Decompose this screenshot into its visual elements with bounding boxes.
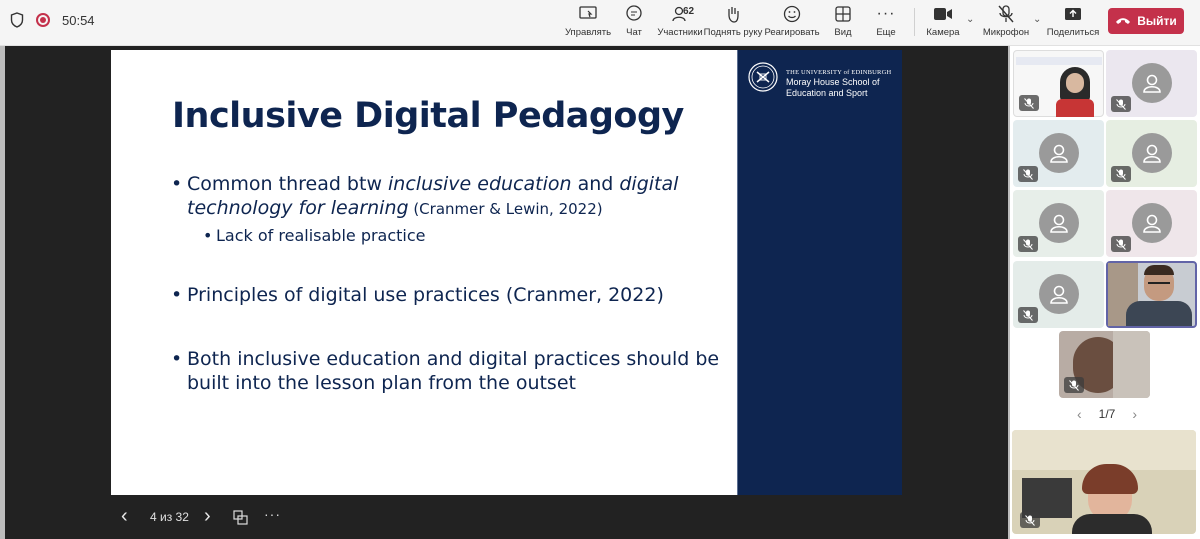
person-icon xyxy=(1048,283,1070,305)
muted-mic-icon xyxy=(1064,377,1084,393)
participants-button[interactable] xyxy=(658,4,702,42)
toolbar-left xyxy=(10,12,95,28)
more-label: Еще xyxy=(876,27,896,38)
camera-options-chevron-icon[interactable]: ⌄ xyxy=(966,14,975,25)
gallery-prev-chevron-left-icon[interactable]: ‹ xyxy=(1077,406,1082,422)
slide-sub-bullet-1 xyxy=(203,226,426,245)
school-name-line2: Education and Sport xyxy=(786,88,868,98)
avatar xyxy=(1039,203,1079,243)
avatar xyxy=(1132,133,1172,173)
control-label: Управлять xyxy=(564,27,612,38)
active-speaker-tile[interactable] xyxy=(1106,261,1197,328)
meeting-toolbar xyxy=(0,0,1200,46)
hand-icon xyxy=(725,5,741,23)
leave-button[interactable] xyxy=(1108,8,1184,34)
mic-label: Микрофон xyxy=(982,27,1030,38)
previous-slide-chevron-left-icon[interactable]: ‹ xyxy=(121,505,128,527)
bullet-1-italic-2: digital technology for learning xyxy=(187,173,679,219)
avatar xyxy=(1132,203,1172,243)
slide-more-options-icon[interactable]: ··· xyxy=(264,506,281,522)
raise-hand-button[interactable] xyxy=(705,4,761,42)
participant-video-clothing xyxy=(1072,514,1152,534)
university-crest-icon xyxy=(748,62,778,92)
person-icon xyxy=(1141,72,1163,94)
person-icon xyxy=(1048,142,1070,164)
muted-mic-icon xyxy=(1111,166,1131,182)
participant-tile[interactable] xyxy=(1106,50,1197,117)
present-icon xyxy=(579,6,597,22)
school-name-line1: Moray House School of xyxy=(786,77,880,87)
gallery-next-chevron-right-icon[interactable]: › xyxy=(1132,406,1137,422)
meeting-timer: 50:54 xyxy=(62,12,95,28)
bullet-dot-icon: • xyxy=(171,173,183,195)
participant-tile[interactable] xyxy=(1013,190,1104,257)
participants-label: Участники xyxy=(657,27,703,38)
bullet-1-citation: (Cranmer & Lewin, 2022) xyxy=(408,200,603,218)
participant-video-clothing xyxy=(1056,99,1094,117)
university-name: THE UNIVERSITY of EDINBURGH xyxy=(786,69,892,76)
person-icon xyxy=(1048,212,1070,234)
avatar xyxy=(1039,274,1079,314)
view-button[interactable] xyxy=(830,4,856,42)
bullet-dot-icon: • xyxy=(171,348,183,370)
mic-off-icon xyxy=(998,5,1014,23)
avatar xyxy=(1132,63,1172,103)
muted-mic-icon xyxy=(1111,96,1131,112)
slide-grid-view-icon[interactable] xyxy=(233,510,248,525)
gallery-pager xyxy=(1077,406,1137,422)
muted-mic-icon xyxy=(1020,512,1040,528)
next-slide-chevron-right-icon[interactable]: › xyxy=(204,505,211,527)
mic-options-chevron-icon[interactable]: ⌄ xyxy=(1033,14,1042,25)
smile-icon xyxy=(783,5,801,23)
muted-mic-icon xyxy=(1019,95,1039,111)
person-icon xyxy=(1141,212,1163,234)
recording-icon xyxy=(36,13,50,27)
camera-button[interactable] xyxy=(926,4,960,42)
more-dots-icon: ··· xyxy=(876,5,896,22)
bullet-1-italic-1: inclusive education xyxy=(388,173,572,195)
share-button[interactable] xyxy=(1048,4,1098,42)
participant-tile[interactable] xyxy=(1013,120,1104,187)
slide-bullet-2 xyxy=(171,283,727,307)
bullet-3-text: Both inclusive education and digital practices should be built into the lesson plan from the outset xyxy=(187,348,720,394)
participant-tile[interactable] xyxy=(1106,120,1197,187)
participant-video-hair xyxy=(1144,265,1174,275)
slide-title: Inclusive Digital Pedagogy xyxy=(172,96,684,136)
sub-bullet-1-text: Lack of realisable practice xyxy=(216,226,426,245)
room-video-tile[interactable] xyxy=(1012,430,1196,534)
person-icon xyxy=(1141,142,1163,164)
phone-hangup-icon xyxy=(1115,17,1131,25)
bullet-2-text: Principles of digital use practices (Cranmer, 2022) xyxy=(187,284,664,306)
gallery-page-indicator: 1/7 xyxy=(1098,407,1116,421)
avatar xyxy=(1039,133,1079,173)
view-label: Вид xyxy=(834,27,852,38)
video-background xyxy=(1113,331,1150,398)
react-label: Реагировать xyxy=(764,27,820,38)
muted-mic-icon xyxy=(1018,307,1038,323)
sub-bullet-dot-icon: • xyxy=(203,226,213,245)
participant-tile[interactable] xyxy=(1059,331,1150,398)
participant-tile[interactable] xyxy=(1106,190,1197,257)
university-wordmark xyxy=(786,69,900,98)
participant-video-glasses xyxy=(1148,279,1170,284)
muted-mic-icon xyxy=(1018,166,1038,182)
bullet-1-text-mid: and xyxy=(571,173,620,195)
muted-mic-icon xyxy=(1111,236,1131,252)
participant-video-face xyxy=(1066,73,1084,93)
participant-video-clothing xyxy=(1126,301,1192,326)
share-icon xyxy=(1064,6,1082,22)
participant-tile[interactable] xyxy=(1013,261,1104,328)
participants-count: 62 xyxy=(683,6,695,17)
mic-button[interactable] xyxy=(983,4,1029,42)
bullet-1-text-pre: Common thread btw xyxy=(187,173,389,195)
bullet-dot-icon: • xyxy=(171,284,183,306)
shield-icon xyxy=(10,12,24,28)
react-button[interactable] xyxy=(766,4,818,42)
share-label: Поделиться xyxy=(1046,27,1100,38)
more-button[interactable] xyxy=(874,4,898,42)
camera-label: Камера xyxy=(926,27,960,38)
slide-page-indicator: 4 из 32 xyxy=(150,510,189,524)
shared-slide-thumbnail xyxy=(1016,57,1102,65)
chat-button[interactable] xyxy=(622,4,646,42)
slide-bullet-3 xyxy=(171,347,727,395)
camera-icon xyxy=(933,7,953,21)
grid-icon xyxy=(835,6,851,22)
participant-tile[interactable] xyxy=(1013,50,1104,117)
slide-brand-panel xyxy=(737,50,902,495)
raise-hand-label: Поднять руку xyxy=(703,27,763,38)
control-button[interactable] xyxy=(566,4,610,42)
leave-label: Выйти xyxy=(1137,14,1177,28)
toolbar-separator xyxy=(914,8,915,36)
chat-icon xyxy=(625,5,643,23)
slide-bullet-1 xyxy=(171,172,707,221)
muted-mic-icon xyxy=(1018,236,1038,252)
chat-label: Чат xyxy=(626,27,642,38)
